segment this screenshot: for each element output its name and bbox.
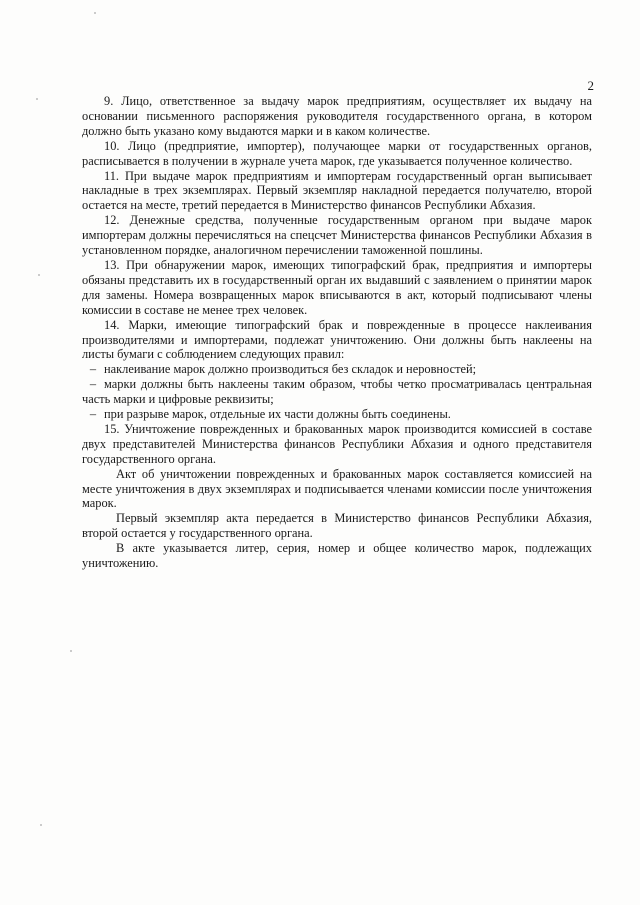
page-number: 2 [587, 78, 594, 93]
paragraph-12: 12. Денежные средства, полученные государственным органом при выдаче марок импортерам должны перечисляться на спецсчет Министерства финансов Республики Абхазия в установленном порядке, аналогичном перечислении таможенной пошлины. [82, 213, 592, 258]
dash-bullet: – [89, 407, 97, 422]
act-paragraph-2: Первый экземпляр акта передается в Министерство финансов Республики Абхазия, второй остается у государственного органа. [82, 511, 592, 541]
scan-speck [38, 274, 40, 276]
act-paragraph-3: В акте указывается литер, серия, номер и общее количество марок, подлежащих уничтожению. [82, 541, 592, 571]
scan-speck [70, 650, 72, 652]
paragraph-10: 10. Лицо (предприятие, импортер), получающее марки от государственных органов, расписывается в получении в журнале учета марок, где указывается полученное количество. [82, 138, 592, 168]
rule-item-3 [82, 407, 592, 422]
paragraph-9: 9. Лицо, ответственное за выдачу марок предприятиям, осуществляет их выдачу на основании письменного распоряжения руководителя государственного органа, в котором должно быть указано кому выдаются марки и в каком количестве. [82, 94, 592, 138]
document-body [82, 94, 592, 571]
paragraph-15: 15. Уничтожение поврежденных и бракованных марок производится комиссией в составе двух представителей Министерства финансов Республики Абхазия и одного представителя государственного органа. [82, 421, 592, 466]
scan-speck [94, 12, 96, 14]
scan-speck [36, 98, 38, 100]
dash-bullet: – [89, 362, 97, 377]
rule-item-1 [82, 362, 592, 377]
paragraph-11: 11. При выдаче марок предприятиям и импортерам государственный орган выписывает накладные в трех экземплярах. Первый экземпляр накладной передается получателю, второй остается на месте, третий передается в Министерство финансов Республики Абхазия. [82, 168, 592, 213]
rule-item-2 [82, 377, 592, 407]
paragraph-13: 13. При обнаружении марок, имеющих типографский брак, предприятия и импортеры обязаны представить их в государственный орган их выдавший с заявлением о принятии марок для замены. Номера возвращенных марок вписываются в акт, который подписывают члены комиссии в составе не менее трех человек. [82, 257, 592, 317]
scan-speck [40, 824, 42, 826]
dash-bullet: – [89, 377, 97, 392]
rule-item-text: при разрыве марок, отдельные их части должны быть соединены. [104, 407, 451, 422]
act-paragraph-1: Акт об уничтожении поврежденных и бракованных марок составляется комиссией на месте уничтожения в двух экземплярах и подписывается членами комиссии после уничтожения марок. [82, 466, 592, 511]
rule-item-text: наклеивание марок должно производиться без складок и неровностей; [104, 362, 477, 377]
rule-item-text: марки должны быть наклеены таким образом, чтобы четко просматривалась центральная часть марки и цифровые реквизиты; [82, 377, 592, 407]
paragraph-14: 14. Марки, имеющие типографский брак и поврежденные в процессе наклеивания производителями и импортерами, подлежат уничтожению. Они должны быть наклеены на листы бумаги с соблюдением следующих правил: [82, 317, 592, 362]
